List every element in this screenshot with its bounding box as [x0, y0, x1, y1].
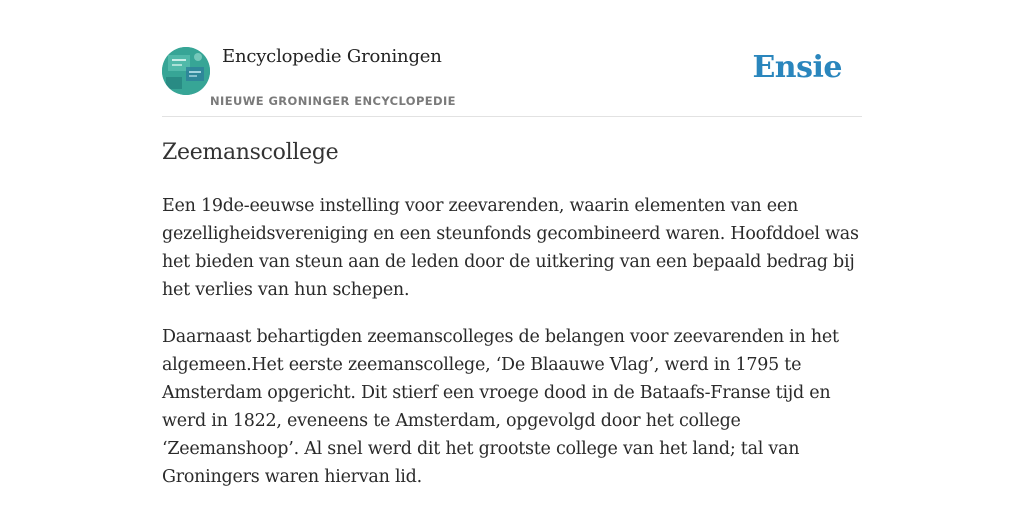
article-paragraph: Een 19de-eeuwse instelling voor zeevarenden, waarin elementen van een gezelligheidsvereniging en een steunfonds gecombineerd waren. Hoofddoel was het bieden van steun aan de leden door de uitkering van een bepaald bedrag bij het verlies van hun schepen.: [162, 196, 859, 300]
page-title: Zeemanscollege: [162, 140, 339, 165]
page-container: [162, 0, 862, 487]
article-paragraph: Daarnaast behartigden zeemanscolleges de belangen voor zeevarenden in het algemeen.Het eerste zeemanscollege, ‘De Blaauwe Vlag’, werd in 1795 te Amsterdam opgericht. Dit stierf een vroege dood in de Bataafs-Franse tijd en werd in 1822, eveneens te Amsterdam, opgevolgd door het college ‘Zeemanshoop’. Al snel werd dit het grootste college van het land; tal van Groningers waren hiervan lid.: [162, 327, 839, 487]
encyclopedia-logo-icon[interactable]: [162, 47, 210, 95]
site-header: [162, 0, 862, 117]
article-body: [162, 192, 866, 510]
ensie-brand-link[interactable]: Ensie: [752, 50, 842, 85]
site-title[interactable]: Encyclopedie Groningen: [222, 46, 442, 67]
site-subtitle: NIEUWE GRONINGER ENCYCLOPEDIE: [210, 94, 456, 108]
